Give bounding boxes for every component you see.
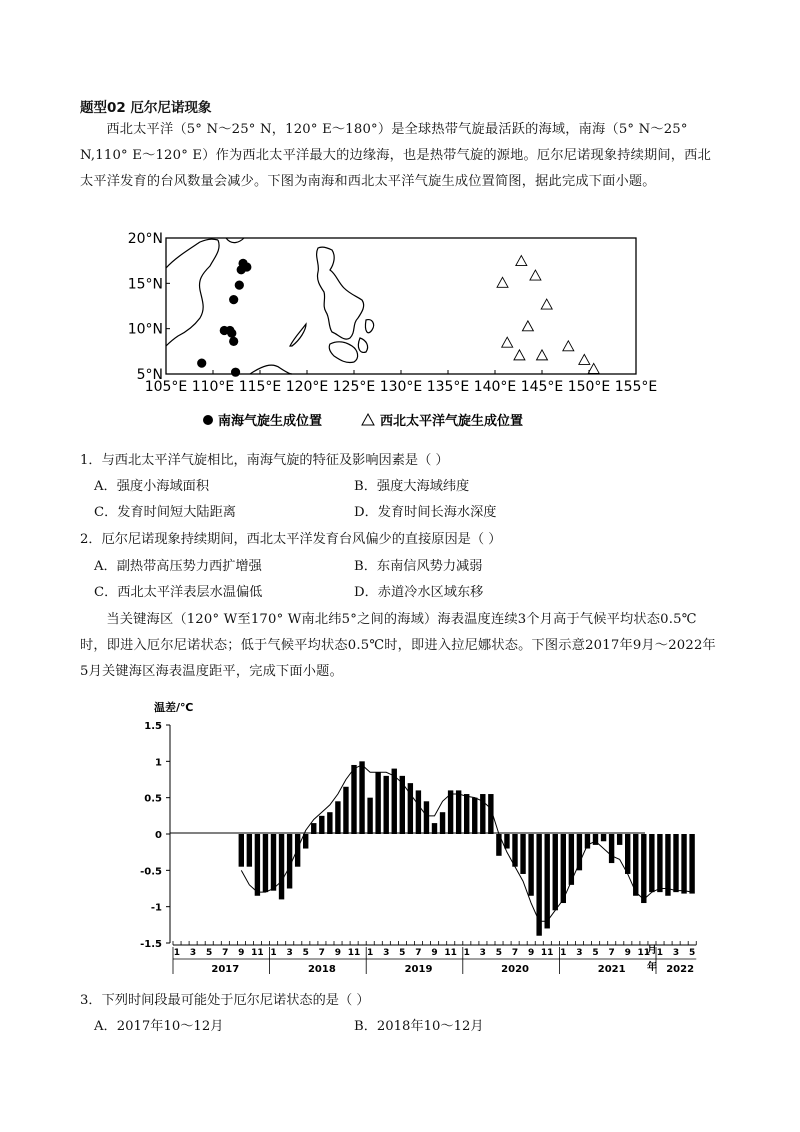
wnp-cyclone-point	[588, 363, 599, 373]
anomaly-bar	[327, 812, 332, 834]
anomaly-bar	[641, 834, 646, 903]
y-tick-label: 1.5	[144, 721, 162, 732]
x-axis-labels	[173, 941, 696, 975]
q3-option-a[interactable]: A．2017年10～12月	[94, 1019, 224, 1034]
cyclone-map	[0, 228, 800, 438]
anomaly-bar	[448, 790, 453, 834]
lat-labels	[128, 231, 170, 383]
wnp-cyclone-point	[541, 299, 552, 309]
month-label: 5	[688, 948, 696, 958]
month-label: 9	[527, 948, 535, 958]
y-tick-label: 1	[155, 757, 162, 769]
anomaly-bar	[633, 834, 638, 896]
anomaly-bar	[359, 761, 364, 834]
anomaly-bar	[609, 834, 614, 863]
lat-label: 20°N	[127, 231, 163, 247]
scs-cyclone-point	[237, 265, 246, 274]
lon-label: 145°E	[520, 379, 564, 395]
y-tick-labels	[140, 721, 170, 950]
year-label: 2022	[666, 964, 695, 975]
legend-wnp-label: 西北太平洋气旋生成位置	[380, 414, 524, 429]
month-label: 1	[270, 948, 277, 958]
q2-option-c[interactable]: C．西北太平洋表层水温偏低	[94, 585, 263, 600]
lon-label: 150°E	[567, 379, 611, 395]
anomaly-bar	[375, 772, 380, 834]
anomaly-bar	[432, 823, 437, 834]
q2-stem: 2．厄尔尼诺现象持续期间，西北太平洋发育台风偏少的直接原因是（ ）	[80, 532, 502, 547]
anomaly-bar	[367, 798, 372, 834]
bars	[239, 761, 695, 935]
anomaly-bar	[456, 790, 461, 834]
wnp-cyclone-point	[537, 350, 548, 360]
anomaly-bar	[545, 834, 550, 928]
anomaly-bar	[472, 798, 477, 834]
map-coastlines	[166, 238, 374, 374]
anomaly-bar	[440, 812, 445, 834]
anomaly-bar	[255, 834, 260, 896]
month-label: 9	[624, 948, 631, 958]
section-heading: 题型02 厄尔尼诺现象	[80, 100, 212, 116]
wnp-cyclone-point	[502, 337, 513, 347]
q1-option-a[interactable]: A．强度小海域面积	[94, 479, 210, 494]
anomaly-bar	[512, 834, 517, 867]
anomaly-bar	[577, 834, 582, 870]
smoothed-line	[241, 765, 692, 921]
lon-label: 155°E	[614, 379, 658, 395]
legend-wnp-marker	[362, 414, 374, 425]
legend-scs-marker	[203, 415, 213, 425]
lon-label: 135°E	[426, 379, 470, 395]
year-label: 2017	[211, 964, 240, 975]
anomaly-bar	[392, 769, 397, 834]
anomaly-bar	[528, 834, 533, 896]
scs-cyclone-point	[235, 281, 244, 290]
month-label: 11	[347, 948, 361, 958]
lon-label: 120°E	[285, 379, 329, 395]
q1-option-b[interactable]: B．强度大海域纬度	[354, 479, 470, 494]
anomaly-bar	[311, 823, 316, 834]
month-label: 9	[238, 948, 245, 958]
year-label: 2019	[404, 964, 433, 975]
anomaly-bar	[400, 776, 405, 834]
anomaly-bar	[351, 765, 356, 834]
month-label: 9	[334, 948, 342, 958]
month-label: 3	[479, 948, 486, 958]
lon-label: 125°E	[332, 379, 376, 395]
sst-anomaly-chart	[0, 695, 800, 985]
month-label: 11	[637, 948, 651, 958]
lon-label: 110°E	[191, 379, 235, 395]
anomaly-bar	[263, 834, 268, 892]
y-tick-label: -0.5	[140, 866, 162, 878]
wnp-cyclone-point	[514, 350, 525, 360]
y-tick-label: -1	[150, 902, 162, 914]
month-label: 5	[592, 948, 599, 958]
scs-cyclone-point	[231, 368, 240, 377]
anomaly-bar	[681, 834, 686, 894]
scs-points	[197, 259, 251, 377]
y-tick-label: -1.5	[140, 939, 162, 950]
wnp-points	[497, 256, 599, 374]
y-tick-label: 0	[155, 830, 162, 841]
month-label: 7	[415, 948, 422, 958]
scs-cyclone-point	[229, 295, 238, 304]
month-label: 1	[173, 948, 181, 958]
month-label: 7	[608, 948, 615, 958]
month-label: 3	[286, 948, 293, 958]
wnp-cyclone-point	[563, 341, 574, 351]
scs-cyclone-point	[227, 329, 236, 338]
x-unit-month: 月	[647, 945, 657, 956]
q1-option-d[interactable]: D．发育时间长海水深度	[354, 505, 497, 520]
anomaly-bar	[601, 834, 606, 841]
month-label: 1	[463, 948, 470, 958]
anomaly-bar	[271, 834, 276, 891]
anomaly-bar	[625, 834, 630, 874]
intro-paragraph: 西北太平洋（5° N～25° N，120° E～180°）是全球热带气旋最活跃的海域，南海（5° N～25° N,110° E～120° E）作为西北太平洋最大的边缘海，也是热带气旋的源地。厄尔尼诺现象持续期间，西北太平洋发育的台风数量会减少。下图为南海和西北太平洋气旋生成位置简图，据此完成下面小题。	[80, 122, 711, 189]
month-label: 11	[444, 948, 457, 958]
anomaly-bar	[335, 801, 340, 834]
anomaly-bar	[303, 834, 308, 849]
wnp-cyclone-point	[530, 270, 541, 280]
anomaly-bar	[384, 776, 389, 834]
anomaly-bar	[657, 834, 662, 892]
anomaly-bar	[319, 816, 324, 834]
month-label: 5	[302, 948, 309, 958]
month-label: 1	[366, 948, 374, 958]
anomaly-bar	[295, 834, 300, 867]
year-label: 2021	[597, 964, 626, 975]
anomaly-bar	[247, 834, 252, 867]
map-frame	[166, 238, 636, 374]
anomaly-bar	[665, 834, 670, 896]
q2-option-a[interactable]: A．副热带高压势力西扩增强	[94, 559, 262, 574]
month-label: 3	[189, 948, 197, 958]
x-unit-year: 年	[647, 962, 657, 973]
q2-option-b[interactable]: B．东南信风势力减弱	[354, 559, 483, 574]
anomaly-bar	[689, 834, 694, 894]
anomaly-bar	[553, 834, 558, 910]
month-label: 7	[511, 948, 519, 958]
month-label: 5	[495, 948, 503, 958]
wnp-cyclone-point	[522, 321, 533, 331]
q3-option-b[interactable]: B．2018年10～12月	[354, 1019, 484, 1034]
q3-stem: 3．下列时间段最可能处于厄尔尼诺状态的是（ ）	[80, 993, 370, 1008]
q1-stem: 1．与西北太平洋气旋相比，南海气旋的特征及影响因素是（ ）	[80, 453, 449, 468]
scs-cyclone-point	[229, 337, 238, 346]
anomaly-bar	[504, 834, 509, 849]
lon-label: 115°E	[238, 379, 282, 395]
month-label: 3	[672, 948, 680, 958]
wnp-cyclone-point	[516, 256, 527, 266]
anomaly-bar	[424, 801, 429, 834]
q1-option-c[interactable]: C．发育时间短大陆距离	[94, 505, 236, 520]
anomaly-bar	[239, 834, 244, 867]
lon-label: 105°E	[144, 379, 188, 395]
lon-label: 130°E	[379, 379, 423, 395]
month-label: 5	[205, 948, 213, 958]
legend-scs-label: 南海气旋生成位置	[218, 414, 323, 429]
wnp-cyclone-point	[579, 354, 590, 364]
y-tick-label: 0.5	[144, 793, 162, 805]
month-label: 7	[222, 948, 229, 958]
month-label: 11	[540, 948, 554, 958]
chart-ylabel: 温差/℃	[154, 701, 194, 714]
month-label: 1	[656, 948, 664, 958]
month-label: 1	[560, 948, 567, 958]
month-label: 11	[251, 948, 264, 958]
anomaly-bar	[617, 834, 622, 845]
lat-label: 5°N	[136, 367, 163, 383]
lon-label: 140°E	[473, 379, 517, 395]
anomaly-bar	[279, 834, 284, 899]
smooth-curve	[241, 765, 692, 921]
month-label: 7	[318, 948, 325, 958]
anomaly-bar	[343, 787, 348, 834]
anomaly-bar	[673, 834, 678, 892]
month-label: 5	[399, 948, 406, 958]
lat-label: 15°N	[127, 276, 163, 293]
month-label: 9	[431, 948, 438, 958]
wnp-cyclone-point	[497, 277, 508, 287]
scs-cyclone-point	[197, 359, 206, 368]
anomaly-bar	[649, 834, 654, 892]
anomaly-bar	[585, 834, 590, 849]
month-label: 3	[383, 948, 390, 958]
anomaly-bar	[520, 834, 525, 874]
year-label: 2020	[501, 964, 530, 975]
year-label: 2018	[307, 964, 336, 975]
q2-option-d[interactable]: D．赤道冷水区域东移	[354, 585, 484, 600]
intro2-paragraph: 当关键海区（120° W至170° W南北纬5°之间的海域）海表温度连续3个月高于气候平均状态0.5℃时，即进入厄尔尼诺状态；低于气候平均状态0.5℃时，即进入拉尼娜状态。下图示意2017年9月～2022年5月关键海区海表温度距平，完成下面小题。	[80, 612, 716, 679]
anomaly-bar	[416, 790, 421, 834]
anomaly-bar	[561, 834, 566, 903]
month-label: 3	[576, 948, 583, 958]
anomaly-bar	[464, 794, 469, 834]
lat-label: 10°N	[127, 321, 163, 338]
